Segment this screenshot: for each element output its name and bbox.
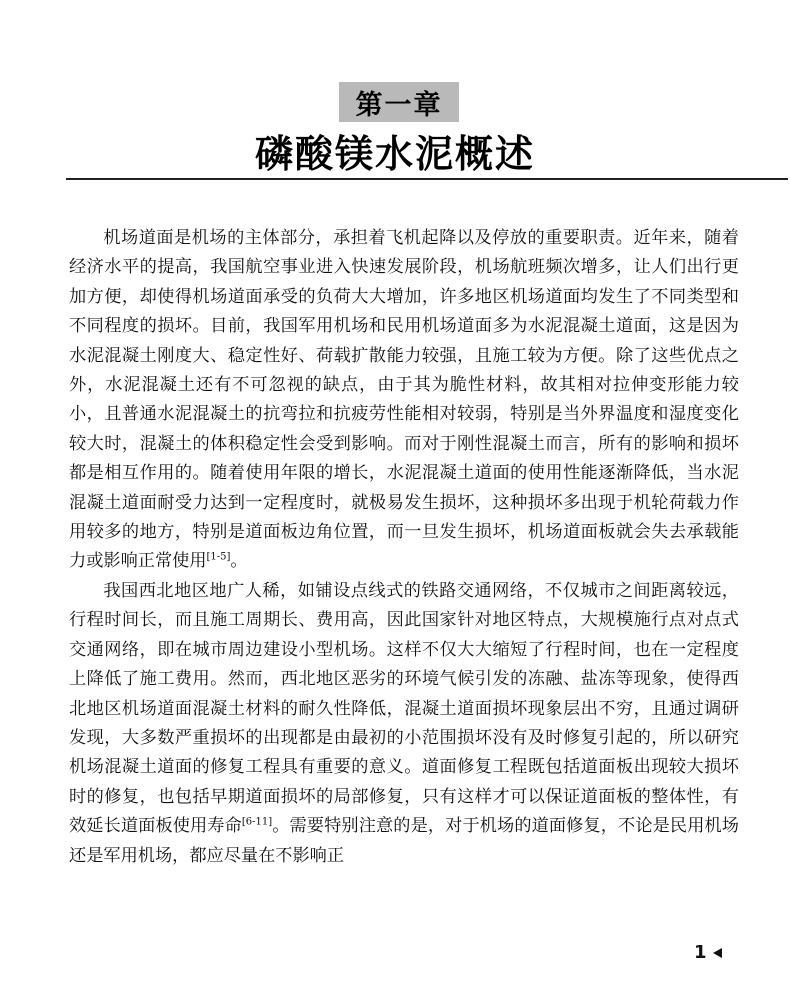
chapter-title: 磷酸镁水泥概述 <box>254 132 535 176</box>
paragraph-1 <box>69 224 739 577</box>
paragraph-1-text: 机场道面是机场的主体部分，承担着飞机起降以及停放的重要职责。近年来，随着经济水平的提高，我国航空事业进入快速发展阶段，机场航班频次增多，让人们出行更加方便，却使得机场道面承受的负荷大大增加，许多地区机场道面均发生了不同类型和不同程度的损坏。目前，我国军用机场和民用机场道面多为水泥混凝土道面，这是因为水泥混凝土刚度大、稳定性好、荷载扩散能力较强，且施工较为方便。除了这些优点之外，水泥混凝土还有不可忽视的缺点，由于其为脆性材料，故其相对拉伸变形能力较小，且普通水泥混凝土的抗弯拉和抗疲劳性能相对较弱，特别是当外界温度和湿度变化较大时，混凝土的体积稳定性会受到影响。而对于刚性混凝土而言，所有的影响和损坏都是相互作用的。随着使用年限的增长，水泥混凝土道面的使用性能逐渐降低，当水泥混凝土道面耐受力达到一定程度时，就极易发生损坏，这种损坏多出现于机轮荷载力作用较多的地方，特别是道面板边角位置，而一旦发生损坏，机场道面板就会失去承载能力或影响正常使用 <box>69 228 739 572</box>
page-footer <box>694 942 722 963</box>
citation-1-5: [1-5] <box>206 551 231 563</box>
paragraph-2-text: 我国西北地区地广人稀，如铺设点线式的铁路交通网络，不仅城市之间距离较远，行程时间长，而且施工周期长、费用高，因此国家针对地区特点，大规模施行点对点式交通网络，即在城市周边建设小型机场。这样不仅大大缩短了行程时间，也在一定程度上降低了施工费用。然而，西北地区恶劣的环境气候引发的冻融、盐冻等现象，使得西北地区机场道面混凝土材料的耐久性降低，混凝土道面损坏现象层出不穷，且通过调研发现，大多数严重损坏的出现都是由最初的小范围损坏没有及时修复引起的，所以研究机场混凝土道面的修复工程具有重要的意义。道面修复工程既包括道面板出现较大损坏时的修复，也包括早期道面损坏的局部修复，只有这样才可以保证道面板的整体性，有效延长道面板使用寿命 <box>69 580 739 837</box>
citation-6-11: [6-11] <box>241 816 273 828</box>
triangle-left-icon <box>713 948 722 958</box>
paragraph-1-tail: 。 <box>230 551 248 572</box>
chapter-label: 第一章 <box>339 82 459 122</box>
paragraph-2-tail: 。需要特别注意的是，对于机场的道面修复，不论是民用机场还是军用机场，都应尽量在不影响正 <box>69 816 739 866</box>
page-number: 1 <box>694 942 707 963</box>
title-divider <box>66 178 788 180</box>
body-text <box>69 224 739 871</box>
paragraph-2 <box>69 577 739 871</box>
